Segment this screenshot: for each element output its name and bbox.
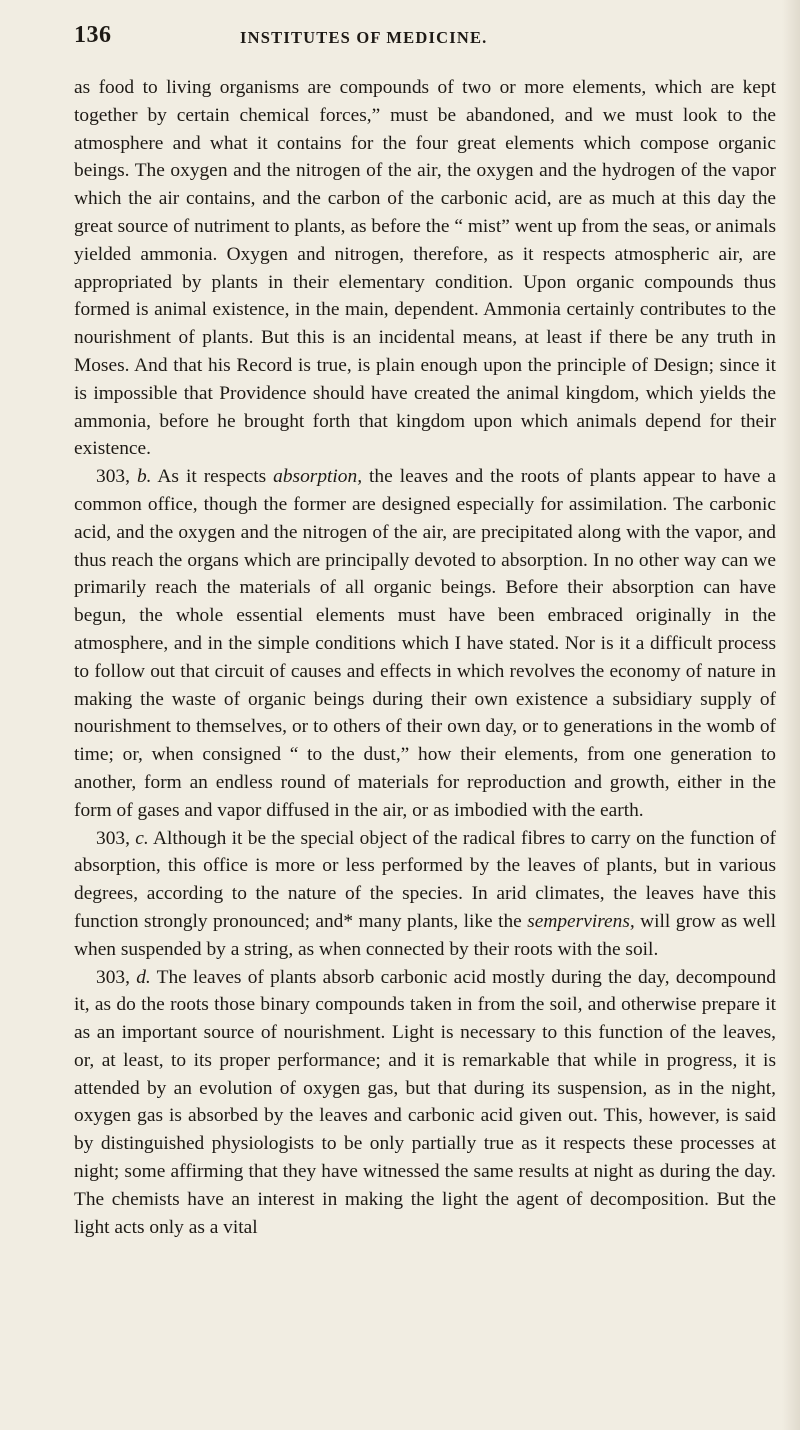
paragraph-303b [74,463,776,824]
paragraph-303d [74,964,776,1242]
text-run: 303, [96,466,137,488]
text-run: 303, [96,827,136,849]
text-run: The leaves of plants absorb carbonic acid mostly during the day, decompound it, as do the roots those binary compounds taken in from the soil, and otherwise prepare it as an important source of nourishment. Light is necessary to this function of the leaves, or, at least, to its proper performance; and it is remarkable that while in progress, it is attended by an evolution of oxygen gas, but that during its suspension, as in the night, oxygen gas is absorbed by the leaves and carbonic acid given out. This, however, is said by distinguished physiologists to be only partially true as it respects these processes at night; some affirming that they have witnessed the same results at night as during the day. The chemists have an interest in making the light the agent of decomposition. But the light acts only as a vital [74,966,776,1238]
text-run: Although it be the special object of the radical fibres to carry on the function of absorption, this office is more or less performed by the leaves of plants, but in various degrees, according to the nature of the species. In arid climates, the leaves have this function strongly pronounced; and* many plants, like the [74,827,777,932]
running-title: INSTITUTES OF MEDICINE. [240,28,488,47]
italic-term: sempervirens, [527,910,635,932]
paragraph-continuation [74,74,776,463]
text-run: will grow as well when suspended by a string, as when connected by their roots with the soil. [74,910,776,960]
text-run: the leaves and the roots of plants appear to have a common office, though the former are designed especially for assimilation. The carbonic acid, and the oxygen and the nitrogen of the air, are precipitated along with the vapor, and thus reach the organs which are principally devoted to absorption. In no other way can we primarily reach the materials of all organic beings. Before their absorption can have begun, the whole essential elements must have been embraced originally in the atmosphere, and in the simple conditions which I have stated. Nor is it a difficult process to follow out that circuit of causes and effects in which revolves the economy of nature in making the waste of organic beings during their own existence a subsidiary supply of nourishment to themselves, or to others of their own day, or to generations in the womb of time; or, when consigned “ to the dust,” how their elements, from one generation to another, form an endless round of materials for reproduction and growth, either in the form of gases and vapor diffused in the air, or as imbodied with the earth. [74,466,776,821]
text-run: As it respects [151,466,274,488]
text-run: as food to living organisms are compounds of two or more elements, which are kept together by certain chemical forces,” must be abandoned, and we must look to the atmosphere and what it contains for the four great elements which compose organic beings. The oxygen and the nitrogen of the air, the oxygen and the hydrogen of the vapor which the air contains, and the carbon of the carbonic acid, are as much at this day the great source of nutriment to plants, as before the “ mist” went up from the seas, or animals yielded ammonia. Oxygen and nitrogen, therefore, as it respects atmospheric air, are appropriated by plants in their elementary condition. Upon organic compounds thus formed is animal existence, in the main, dependent. Ammonia certainly contributes to the nourishment of plants. But this is an incidental means, at least if there be any truth in Moses. And that his Record is true, is plain enough upon the principle of Design; since it is impossible that Providence should have created the animal kingdom, which yields the ammonia, before he brought forth that kingdom upon which animals depend for their existence. [74,77,776,460]
section-letter: d. [136,966,151,988]
italic-term: absorption, [273,466,363,488]
running-head [74,22,776,66]
body-text [74,74,776,1241]
page-number: 136 [74,22,112,48]
section-letter: c. [135,827,149,849]
page-edge-shadow [782,0,800,1430]
text-run: 303, [96,966,137,988]
paragraph-303c [74,825,776,964]
section-letter: b. [136,466,152,488]
